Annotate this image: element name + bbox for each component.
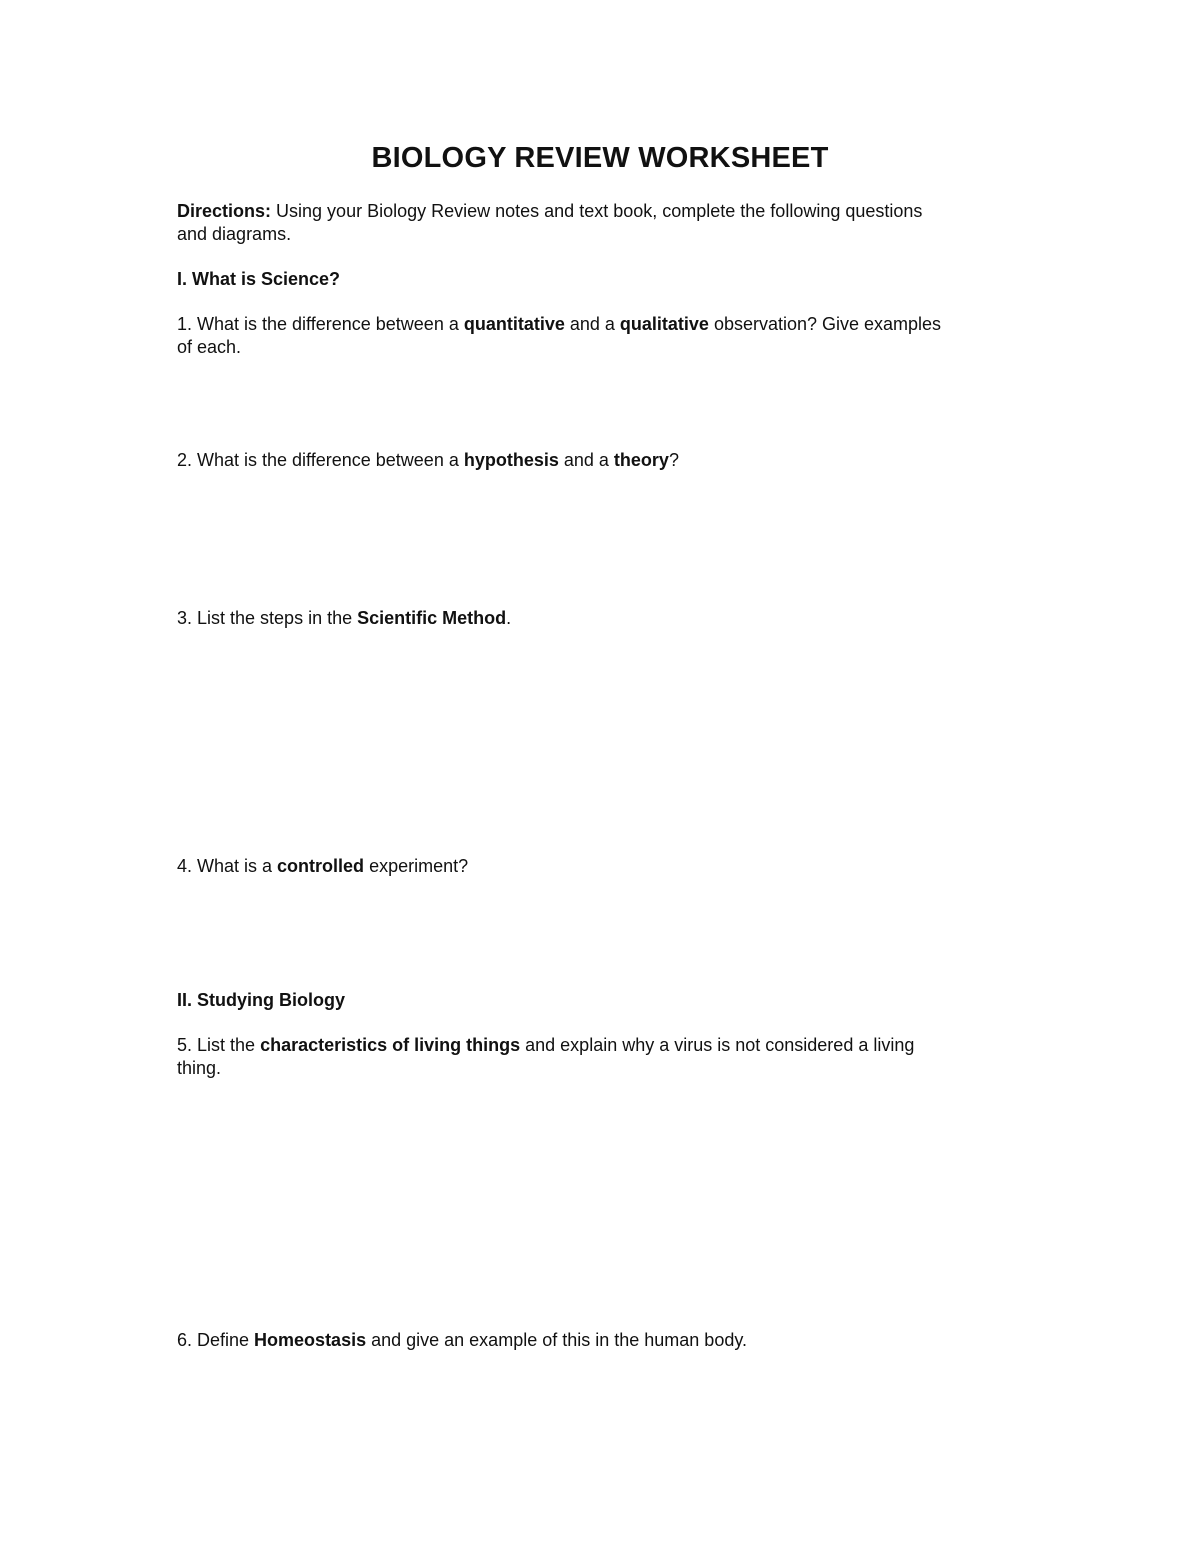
question-1 (177, 313, 1037, 359)
question-2-text: 2. What is the difference between a (177, 450, 464, 470)
question-3-text: . (506, 608, 512, 628)
question-6-term-homeostasis: Homeostasis (254, 1330, 367, 1350)
question-1-term-quantitative: quantitative (463, 314, 565, 334)
directions (177, 200, 1037, 246)
question-4 (177, 855, 1037, 878)
question-2-text: ? (668, 450, 679, 470)
question-2-term-hypothesis: hypothesis (463, 450, 559, 470)
directions-text-cont: and diagrams. (177, 224, 292, 244)
question-5-term-characteristics: characteristics of living things (260, 1035, 521, 1055)
question-3 (177, 607, 1037, 630)
question-4-term-controlled: controlled (277, 856, 365, 876)
question-2-term-theory: theory (613, 450, 669, 470)
question-1-term-qualitative: qualitative (619, 314, 709, 334)
page-title: BIOLOGY REVIEW WORKSHEET (371, 142, 829, 174)
directions-label: Directions: (177, 201, 272, 221)
question-1-text: observation? Give examples (708, 314, 942, 334)
question-4-text: 4. What is a (177, 856, 278, 876)
question-6-text: and give an example of this in the human body. (366, 1330, 748, 1350)
question-1-text: and a (564, 314, 620, 334)
question-5-text: and explain why a virus is not considered a living (520, 1035, 915, 1055)
question-1-text-cont: of each. (177, 337, 242, 357)
question-5-text-cont: thing. (177, 1058, 222, 1078)
section-heading-what-is-science: I. What is Science? (177, 269, 341, 289)
question-2-text: and a (558, 450, 614, 470)
question-3-text: 3. List the steps in the (177, 608, 358, 628)
question-1-text: 1. What is the difference between a (177, 314, 464, 334)
question-2 (177, 449, 1037, 472)
directions-text: Using your Biology Review notes and text book, complete the following questions (271, 201, 923, 221)
section-heading-studying-biology: II. Studying Biology (177, 990, 345, 1010)
question-6-text: 6. Define (177, 1330, 255, 1350)
question-4-text: experiment? (364, 856, 469, 876)
question-5 (177, 1034, 1037, 1080)
question-6 (177, 1329, 1037, 1352)
question-5-text: 5. List the (177, 1035, 261, 1055)
question-3-term-scientific-method: Scientific Method (357, 608, 507, 628)
